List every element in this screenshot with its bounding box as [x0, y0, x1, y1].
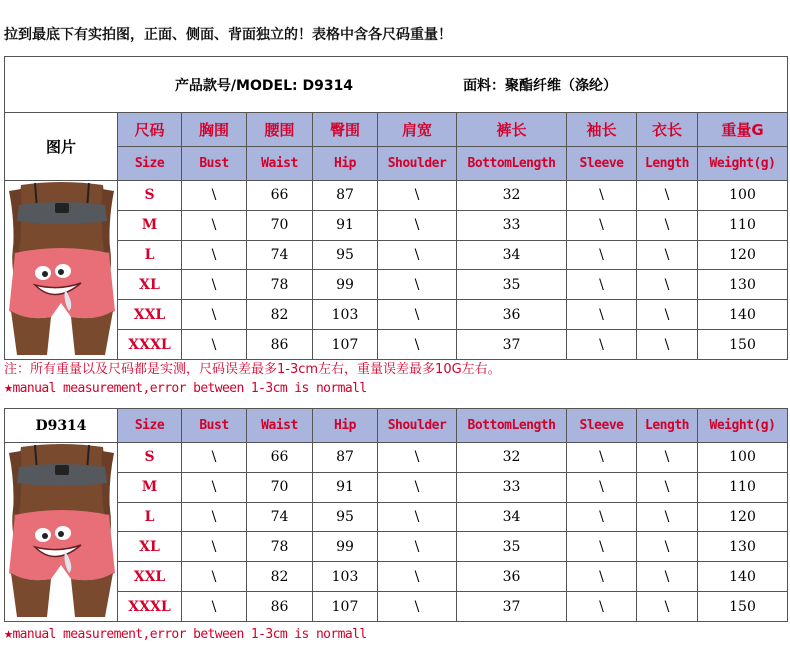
value-cell: 82: [247, 300, 313, 330]
value-cell: \: [567, 240, 637, 270]
table-row: [5, 532, 788, 562]
value-cell: 103: [313, 300, 378, 330]
value-cell: 107: [313, 592, 378, 622]
size-cell: M: [118, 210, 182, 240]
fabric-label: 面料：聚酯纤维（涤纶）: [463, 77, 618, 94]
value-cell: \: [637, 300, 698, 330]
size-chart-table-1: [4, 56, 788, 360]
value-cell: \: [637, 532, 698, 562]
header-en: BottomLength: [457, 409, 567, 443]
header-cn: 腰围: [247, 113, 313, 147]
size-cell: M: [118, 472, 182, 502]
header-row-cn: [5, 113, 788, 147]
table-row: [5, 592, 788, 622]
header-cn: 臀围: [313, 113, 378, 147]
value-cell: 78: [247, 532, 313, 562]
value-cell: 36: [457, 300, 567, 330]
value-cell: \: [182, 240, 247, 270]
value-cell: \: [637, 181, 698, 211]
header-en: Waist: [247, 147, 313, 181]
value-cell: \: [637, 330, 698, 360]
value-cell: 110: [698, 472, 788, 502]
value-cell: \: [637, 562, 698, 592]
value-cell: \: [182, 210, 247, 240]
value-cell: 74: [247, 502, 313, 532]
value-cell: \: [182, 443, 247, 473]
size-cell: S: [118, 181, 182, 211]
value-cell: \: [182, 472, 247, 502]
top-note: 拉到最底下有实拍图，正面、侧面、背面独立的！表格中含各尺码重量！: [4, 27, 452, 43]
header-en: BottomLength: [457, 147, 567, 181]
product-photo-cell: [5, 181, 118, 360]
value-cell: 82: [247, 562, 313, 592]
value-cell: 74: [247, 240, 313, 270]
size-cell: XL: [118, 532, 182, 562]
value-cell: 99: [313, 270, 378, 300]
header-en: Shoulder: [378, 147, 457, 181]
size-cell: XXXL: [118, 592, 182, 622]
value-cell: \: [567, 443, 637, 473]
value-cell: \: [378, 300, 457, 330]
value-cell: 86: [247, 330, 313, 360]
model-number-2: D9314: [5, 409, 118, 443]
header-en: Length: [637, 147, 698, 181]
value-cell: \: [567, 270, 637, 300]
value-cell: \: [182, 330, 247, 360]
value-cell: 95: [313, 240, 378, 270]
value-cell: 140: [698, 562, 788, 592]
size-cell: XXL: [118, 562, 182, 592]
size-cell: L: [118, 502, 182, 532]
value-cell: 32: [457, 181, 567, 211]
value-cell: \: [637, 210, 698, 240]
info-row: [5, 57, 788, 113]
header-cn: 袖长: [567, 113, 637, 147]
header-en: Bust: [182, 147, 247, 181]
value-cell: \: [378, 240, 457, 270]
size-cell: L: [118, 240, 182, 270]
value-cell: 37: [457, 330, 567, 360]
header-row-en-2: [5, 409, 788, 443]
value-cell: 120: [698, 240, 788, 270]
value-cell: 140: [698, 300, 788, 330]
value-cell: \: [637, 502, 698, 532]
header-en: Size: [118, 147, 182, 181]
note-en-text: manual measurement,error between 1-3cm is normall: [12, 627, 367, 642]
product-photo: [5, 181, 118, 355]
value-cell: \: [637, 270, 698, 300]
note-en-text: manual measurement,error between 1-3cm is normall: [12, 381, 367, 396]
value-cell: 91: [313, 472, 378, 502]
value-cell: \: [378, 502, 457, 532]
value-cell: 70: [247, 210, 313, 240]
table-row: [5, 562, 788, 592]
value-cell: 100: [698, 181, 788, 211]
header-cn: 胸围: [182, 113, 247, 147]
header-en: Size: [118, 409, 182, 443]
header-cn: 裤长: [457, 113, 567, 147]
value-cell: 35: [457, 532, 567, 562]
header-en: Bust: [182, 409, 247, 443]
value-cell: \: [637, 443, 698, 473]
header-en: Hip: [313, 147, 378, 181]
value-cell: 99: [313, 532, 378, 562]
product-photo-cell: [5, 443, 118, 622]
value-cell: 33: [457, 472, 567, 502]
value-cell: \: [182, 532, 247, 562]
value-cell: 120: [698, 502, 788, 532]
header-cn: 衣长: [637, 113, 698, 147]
value-cell: \: [182, 502, 247, 532]
table-row: [5, 472, 788, 502]
header-en: Sleeve: [567, 409, 637, 443]
size-chart-table-2: [4, 408, 788, 622]
product-photo: [5, 443, 118, 617]
value-cell: 70: [247, 472, 313, 502]
value-cell: \: [637, 472, 698, 502]
value-cell: 86: [247, 592, 313, 622]
value-cell: 33: [457, 210, 567, 240]
value-cell: 34: [457, 240, 567, 270]
header-cn: 尺码: [118, 113, 182, 147]
value-cell: \: [378, 270, 457, 300]
value-cell: \: [182, 300, 247, 330]
value-cell: 130: [698, 532, 788, 562]
value-cell: \: [378, 562, 457, 592]
value-cell: \: [567, 181, 637, 211]
value-cell: 32: [457, 443, 567, 473]
value-cell: \: [378, 532, 457, 562]
size-cell: XXXL: [118, 330, 182, 360]
value-cell: \: [378, 472, 457, 502]
table-row: [5, 300, 788, 330]
value-cell: 91: [313, 210, 378, 240]
value-cell: \: [567, 502, 637, 532]
size-cell: XXL: [118, 300, 182, 330]
value-cell: 110: [698, 210, 788, 240]
value-cell: 87: [313, 443, 378, 473]
value-cell: 130: [698, 270, 788, 300]
note-en-2: [4, 624, 367, 642]
value-cell: 95: [313, 502, 378, 532]
table-row: [5, 240, 788, 270]
header-en: Shoulder: [378, 409, 457, 443]
value-cell: \: [567, 562, 637, 592]
value-cell: \: [378, 210, 457, 240]
header-en: Weight(g): [698, 409, 788, 443]
value-cell: \: [567, 592, 637, 622]
table-row: [5, 210, 788, 240]
header-en: Waist: [247, 409, 313, 443]
header-en: Sleeve: [567, 147, 637, 181]
value-cell: \: [182, 592, 247, 622]
star-icon: ★: [4, 378, 13, 396]
value-cell: \: [378, 443, 457, 473]
value-cell: \: [182, 562, 247, 592]
table-row: [5, 502, 788, 532]
value-cell: 107: [313, 330, 378, 360]
value-cell: \: [567, 472, 637, 502]
size-cell: S: [118, 443, 182, 473]
note-en-1: [4, 378, 367, 396]
value-cell: 34: [457, 502, 567, 532]
table-row: [5, 443, 788, 473]
value-cell: \: [378, 330, 457, 360]
star-icon: ★: [4, 624, 13, 642]
value-cell: \: [567, 532, 637, 562]
header-en: Length: [637, 409, 698, 443]
header-cn: 肩宽: [378, 113, 457, 147]
model-number: 产品款号/MODEL: D9314: [174, 77, 354, 94]
header-cn: 重量G: [698, 113, 788, 147]
value-cell: \: [378, 592, 457, 622]
value-cell: 35: [457, 270, 567, 300]
value-cell: \: [567, 330, 637, 360]
note-cn: 注：所有重量以及尺码都是实测，尺码误差最多1-3cm左右，重量误差最多10G左右。: [4, 362, 501, 377]
value-cell: 100: [698, 443, 788, 473]
header-row-en: [5, 147, 788, 181]
value-cell: \: [182, 181, 247, 211]
value-cell: \: [567, 300, 637, 330]
value-cell: 87: [313, 181, 378, 211]
value-cell: 66: [247, 443, 313, 473]
table-row: [5, 270, 788, 300]
value-cell: \: [637, 592, 698, 622]
value-cell: \: [567, 210, 637, 240]
value-cell: 150: [698, 330, 788, 360]
header-en: Hip: [313, 409, 378, 443]
value-cell: \: [182, 270, 247, 300]
value-cell: \: [378, 181, 457, 211]
value-cell: 78: [247, 270, 313, 300]
value-cell: \: [637, 240, 698, 270]
header-en: Weight(g): [698, 147, 788, 181]
value-cell: 66: [247, 181, 313, 211]
table-row: [5, 330, 788, 360]
value-cell: 103: [313, 562, 378, 592]
size-cell: XL: [118, 270, 182, 300]
value-cell: 37: [457, 592, 567, 622]
value-cell: 36: [457, 562, 567, 592]
picture-label: 图片: [5, 113, 118, 181]
table-row: [5, 181, 788, 211]
value-cell: 150: [698, 592, 788, 622]
